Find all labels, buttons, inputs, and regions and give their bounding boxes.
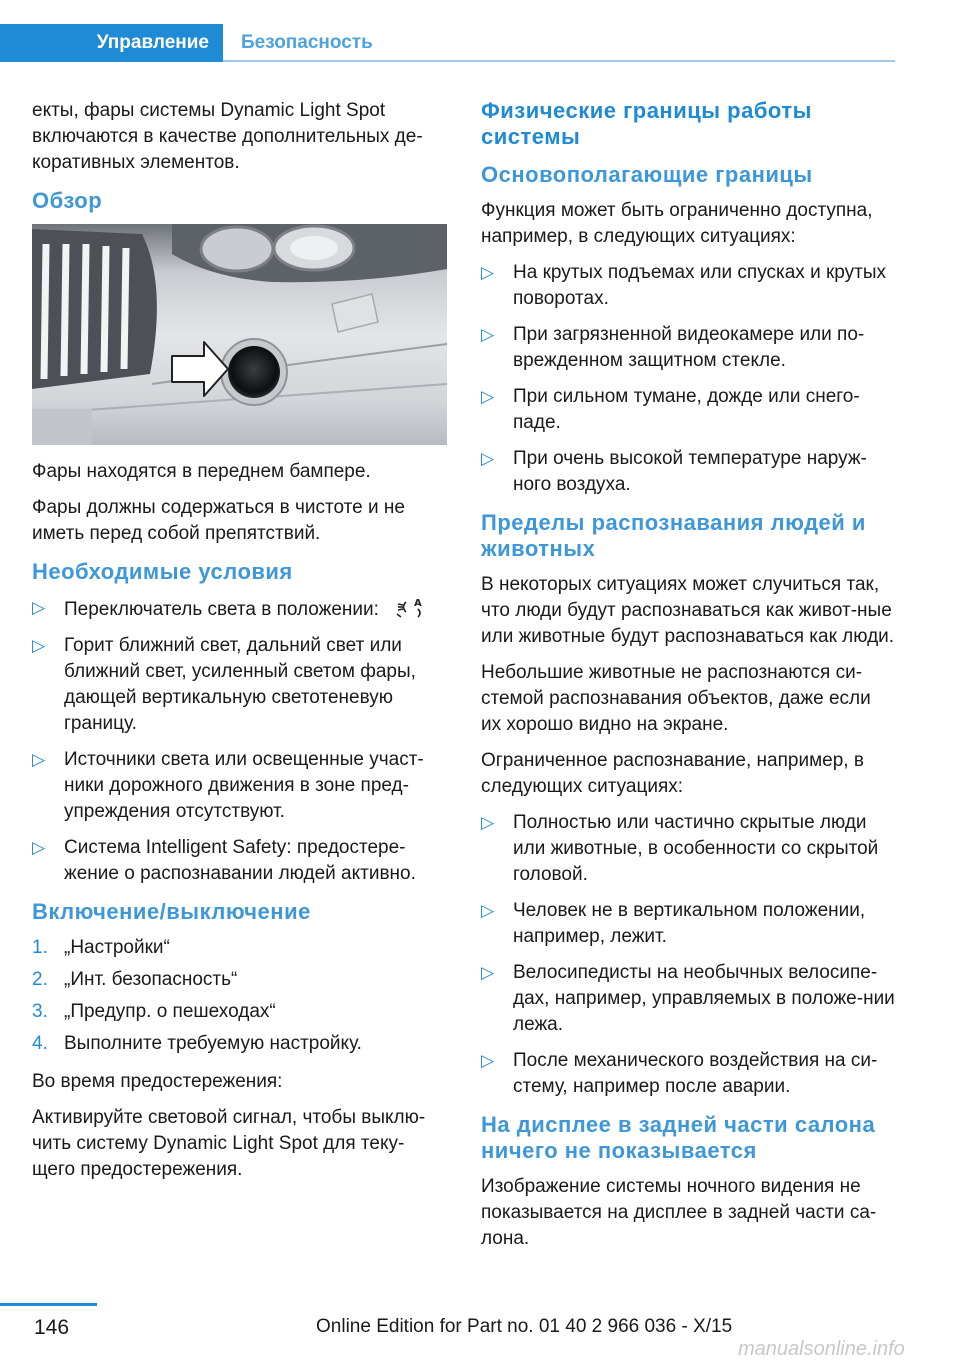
toggle-heading: Включение/выключение xyxy=(32,899,311,924)
list-item: ▷ Источники света или освещенные участ-ники дорожного движения в зоне пред-упреждения отсутствуют. xyxy=(32,749,424,822)
detection-paragraph-3: Ограниченное распознавание, например, в следующих ситуациях: xyxy=(481,750,864,797)
basic-limits-list xyxy=(481,260,896,498)
list-item: ▷ При сильном тумане, дожде или снего-паде. xyxy=(481,386,860,433)
triangle-right-icon: ▷ xyxy=(481,449,495,468)
limits-title: Физические границы работы системы xyxy=(481,98,812,149)
list-item: ▷ Система Intelligent Safety: предостере-жение о распознавании людей активно. xyxy=(32,837,416,884)
list-item: ▷ Полностью или частично скрытые люди или животные, в особенности со скрытой головой. xyxy=(481,812,879,885)
right-column xyxy=(481,98,896,1262)
page-header xyxy=(0,0,895,62)
watermark: manualsonline.info xyxy=(738,1338,905,1360)
conditions-heading: Необходимые условия xyxy=(32,559,293,584)
list-item: ▷ При загрязненной видеокамере или по-врежденном защитном стекле. xyxy=(481,324,865,371)
triangle-right-icon: ▷ xyxy=(481,263,495,282)
basic-limits-heading: Основополагающие границы xyxy=(481,162,813,187)
triangle-right-icon: ▷ xyxy=(32,838,46,857)
list-item: ▷ На крутых подъемах или спусках и крутых поворотах. xyxy=(481,262,886,309)
overview-heading: Обзор xyxy=(32,188,103,213)
tab-safety[interactable]: Безопасность xyxy=(241,32,373,53)
footer-divider xyxy=(0,1303,97,1306)
triangle-right-icon: ▷ xyxy=(481,325,495,344)
triangle-right-icon: ▷ xyxy=(32,598,46,617)
rear-display-heading: На дисплее в задней части салона ничего не показывается xyxy=(481,1112,876,1163)
bumper-illustration xyxy=(32,224,447,445)
triangle-right-icon: ▷ xyxy=(481,963,495,982)
list-item: 3. „Предупр. о пешеходах“ xyxy=(32,1001,276,1022)
list-item: ▷ Человек не в вертикальном положении, например, лежит. xyxy=(481,900,866,947)
edition-note: Online Edition for Part no. 01 40 2 966 036 - X/15 xyxy=(316,1316,733,1337)
svg-text:A: A xyxy=(414,598,422,609)
triangle-right-icon: ▷ xyxy=(481,387,495,406)
detection-limits-heading: Пределы распознавания людей и животных xyxy=(481,510,866,561)
list-item: ▷ При очень высокой температуре наруж-ного воздуха. xyxy=(481,448,867,495)
list-item: 1. „Настройки“ xyxy=(32,937,170,958)
bumper-photo xyxy=(32,224,447,445)
list-item: ▷ Велосипедисты на необычных велосипе-дах, например, управляемых в положе-нии лежа. xyxy=(481,962,895,1035)
photo-caption-clean: Фары должны содержаться в чистоте и не иметь перед собой препятствий. xyxy=(32,497,405,544)
automatic-headlight-icon xyxy=(396,595,426,619)
triangle-right-icon: ▷ xyxy=(481,1051,495,1070)
triangle-right-icon: ▷ xyxy=(481,813,495,832)
rear-display-text: Изображение системы ночного видения не показывается на дисплее в задней части са-лона. xyxy=(481,1176,877,1249)
list-item: ▷ Горит ближний свет, дальний свет или ближний свет, усиленный светом фары, дающей вертикальную светотеневую границу. xyxy=(32,635,416,734)
list-item: ▷ Переключатель света в положении: A xyxy=(32,595,447,623)
list-item: 4. Выполните требуемую настройку. xyxy=(32,1033,362,1054)
steps-list xyxy=(32,935,447,1057)
triangle-right-icon: ▷ xyxy=(32,750,46,769)
triangle-right-icon: ▷ xyxy=(481,901,495,920)
list-item: ▷ После механического воздействия на си-стему, например после аварии. xyxy=(481,1050,878,1097)
tab-control[interactable]: Управление xyxy=(0,24,223,62)
detection-paragraph-1: В некоторых ситуациях может случиться так, что люди будут распознаваться как живот-ные или животные будут распознаваться как люди. xyxy=(481,574,895,647)
page-number: 146 xyxy=(34,1316,70,1339)
conditions-list xyxy=(32,595,447,887)
warning-text: Активируйте световой сигнал, чтобы выклю-чить систему Dynamic Light Spot для теку-щего предостережения. xyxy=(32,1107,426,1180)
left-column xyxy=(32,98,447,1193)
detection-paragraph-2: Небольшие животные не распознаются си-стемой распознавания объектов, даже если их хорошо видно на экране. xyxy=(481,662,871,735)
detection-limits-list xyxy=(481,810,896,1100)
basic-limits-intro: Функция может быть ограниченно доступна, например, в следующих ситуациях: xyxy=(481,200,873,247)
warning-lead: Во время предостережения: xyxy=(32,1071,283,1092)
intro-paragraph: екты, фары системы Dynamic Light Spot включаются в качестве дополнительных де-коративных элементов. xyxy=(32,100,423,173)
triangle-right-icon: ▷ xyxy=(32,636,46,655)
list-item: 2. „Инт. безопасность“ xyxy=(32,969,238,990)
header-divider xyxy=(223,60,895,62)
photo-caption-location: Фары находятся в переднем бампере. xyxy=(32,461,371,482)
